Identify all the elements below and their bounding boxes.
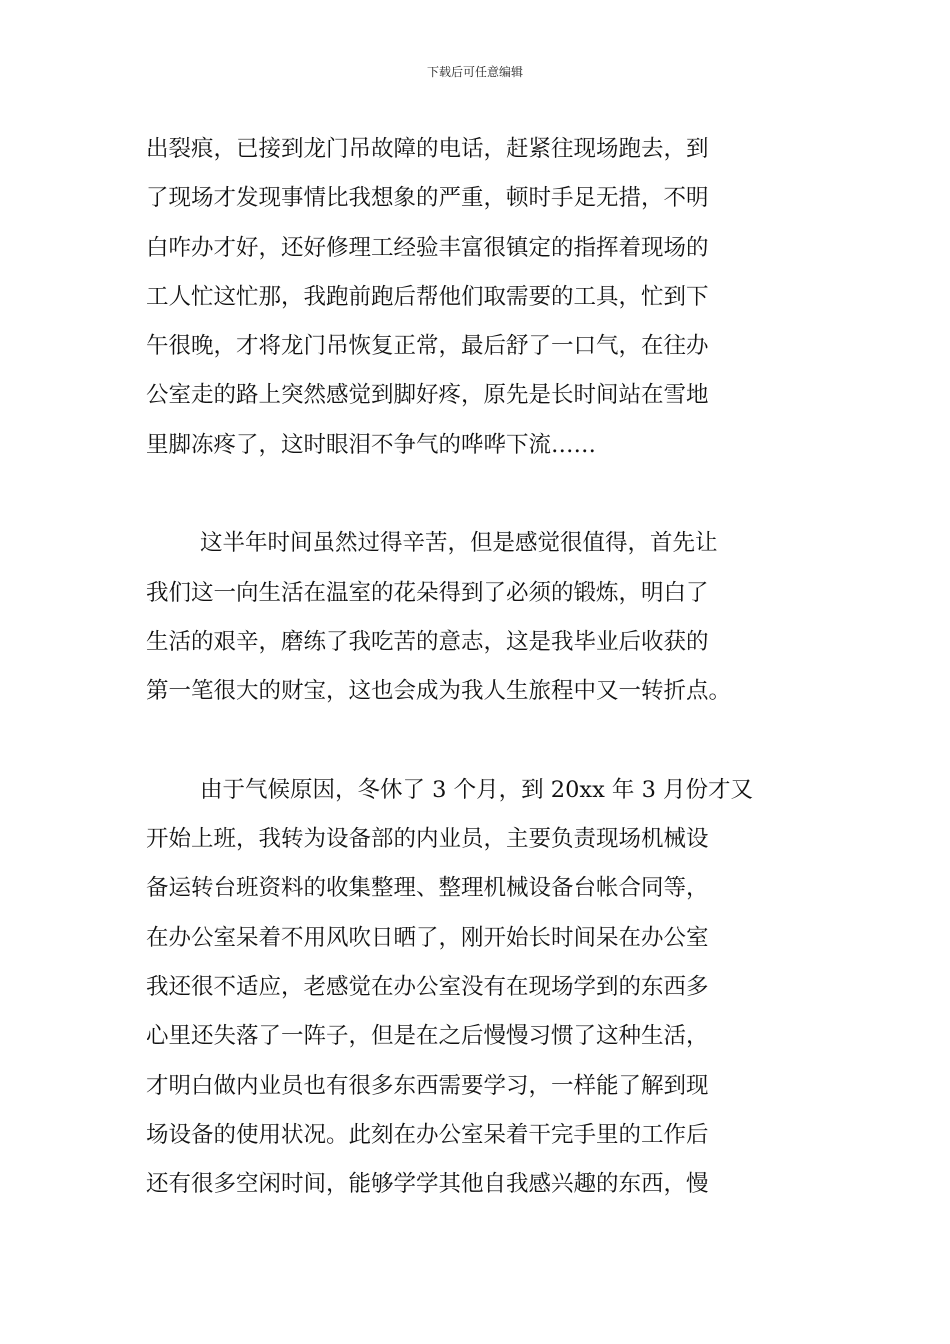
text-line: 公室走的路上突然感觉到脚好疼，原先是长时间站在雪地 (146, 382, 709, 409)
text-line: 开始上班，我转为设备部的内业员，主要负责现场机械设 (146, 826, 709, 853)
paragraph-spacer (146, 470, 814, 519)
text-line: 午很晚，才将龙门吊恢复正常，最后舒了一口气，在往办 (146, 333, 709, 360)
text-line: 工人忙这忙那，我跑前跑后帮他们取需要的工具，忙到下 (146, 283, 709, 310)
text-line: 还有很多空闲时间，能够学学其他自我感兴趣的东西，慢 (146, 1171, 709, 1198)
text-line: 心里还失落了一阵子，但是在之后慢慢习惯了这种生活， (146, 1023, 709, 1050)
text-line: 这半年时间虽然过得辛苦，但是感觉很值得，首先让 (200, 530, 718, 557)
text-line: 我还很不适应，老感觉在办公室没有在现场学到的东西多 (146, 974, 709, 1001)
text-line: 生活的艰辛，磨练了我吃苦的意志，这是我毕业后收获的 (146, 628, 709, 655)
paragraph-2 (146, 519, 814, 716)
text-line: 了现场才发现事情比我想象的严重，顿时手足无措，不明 (146, 185, 709, 212)
text-line: 出裂痕，已接到龙门吊故障的电话，赶紧往现场跑去，到 (146, 136, 709, 162)
text-line: 由于气候原因，冬休了 3 个月，到 20xx 年 3 月份才又 (200, 776, 754, 803)
paragraph-spacer (146, 717, 814, 766)
text-line: 场设备的使用状况。此刻在办公室呆着干完手里的工作后 (146, 1121, 709, 1148)
paragraph-3 (146, 766, 814, 1210)
text-line: 在办公室呆着不用风吹日晒了，刚开始长时间呆在办公室 (146, 924, 709, 951)
text-line: 白咋办才好，还好修理工经验丰富很镇定的指挥着现场的 (146, 234, 709, 261)
text-line: 备运转台班资料的收集整理、整理机械设备台帐合同等， (146, 875, 709, 902)
paragraph-1 (146, 125, 814, 470)
text-line: 我们这一向生活在温室的花朵得到了必须的锻炼，明白了 (146, 579, 709, 606)
text-line: 才明白做内业员也有很多东西需要学习，一样能了解到现 (146, 1072, 709, 1099)
text-line: 里脚冻疼了，这时眼泪不争气的哗哗下流…… (146, 431, 597, 458)
document-body (146, 125, 814, 1210)
page-header-note: 下载后可任意编辑 (426, 65, 523, 79)
text-line: 第一笔很大的财宝，这也会成为我人生旅程中又一转折点。 (146, 678, 732, 705)
